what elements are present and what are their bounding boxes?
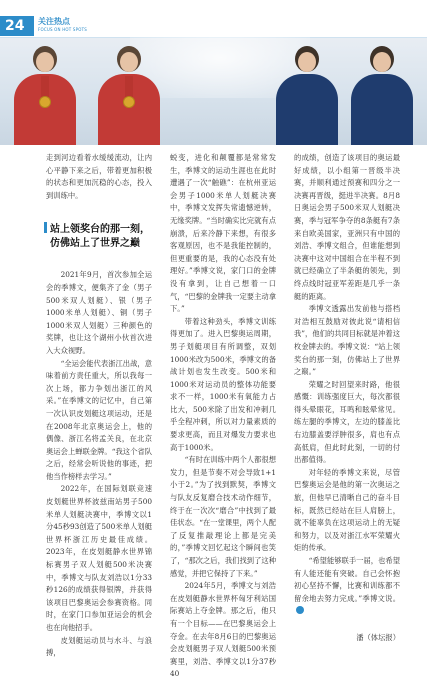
- paragraph: 对年轻的季博文来说，尽管巴黎奥运会是他的第一次奥运之旅，但他早已清晰自己的奋斗目标，既然已经站在巨人肩膀上，就不能辜负在这项运动上的无疑和努力，以及对浙江水军荣耀火炬的传承。: [294, 467, 400, 553]
- photo-athlete-figure: [270, 46, 344, 145]
- paragraph: 皮划艇运动员与水斗、与浪搏，: [46, 635, 152, 658]
- paragraph: 季博文透露出发前他与搭档对浩相互鼓励对彼此说“请相信我”，他们的共同目标就是冲着这枚金牌去的。季博文说：“站上领奖台的那一刻，仿佛站上了世界之巅。”: [294, 304, 400, 377]
- paragraph-final: “希望能够联手一届，也希望有人能还能有突破。自己会怀抱初心坚持不懈，比赛和训练都不留余地去努力完成。”季博文说。: [294, 555, 400, 618]
- paragraph: 荣耀之时回望来时路，他很感慨：训练强度巨大，每次都很得头晕眼花，耳鸣和眩晕常见。练左腿的季博文，左边的膝盖比右边膝盖要浮肿很多，肩也有点高低肩，但此时此刻，一切的付出都值得。: [294, 379, 400, 465]
- section-tag-cn: 关注热点: [38, 17, 70, 26]
- section-heading-line1: 站上领奖台的那一刻，: [50, 224, 150, 236]
- section-heading-line2: 仿佛站上了世界之巅: [50, 238, 140, 250]
- paragraph: 2024年5月，季博文与刘浩在皮划艇静水世界杯匈牙利站国际赛站上夺金牌。那之后，他只有一个目标——在巴黎奥运会上夺金。在去年8月6日的巴黎奥运会皮划艇男子双人划艇500米预赛里，刘浩、季博文以1分37秒40: [170, 581, 276, 679]
- paragraph: 的成绩，创造了该项目的奥运最好成绩，以小组第一晋级半决赛，并顺利通过预赛和四分之一决赛再晋级，挺进半决赛。8月8日奥运会男子500米双人划艇决赛，季与冠军争夺的8条艇有7条来自欧美国家，亚洲只有中国的刘浩、季博文组合，但谁能想到决赛中这对中国组合在半程不到就已经确立了半条艇的领先，到终点线时冠亚军差距是几乎一条艇的距离。: [294, 153, 400, 301]
- photo-athlete-figure: [92, 46, 166, 145]
- medal-icon: [123, 96, 135, 108]
- article-column-right: [294, 152, 400, 645]
- article-column-middle: [170, 152, 276, 681]
- hero-photo: [0, 38, 427, 145]
- medal-icon: [39, 96, 51, 108]
- paragraph: “全运会能代表浙江出战，意味着前方责任重大，所以我每一次上场，都力争划出浙江的风采。”在季博文的记忆中，自己第一次认识皮划艇这项运动，还是在2008年北京奥运会上，他的偶像、浙江名将孟关良，在北京奥运会上蝉联金牌。“我这个省队之后，经常会听说他的事迹，把他当作榜样去学习。”: [46, 358, 152, 481]
- paragraph: 走到河边看着水缓缓流动，让内心平静下来之后，带着更加积极的状态和更加沉稳的心态，投入到训练中。: [46, 153, 152, 200]
- section-heading: [44, 222, 152, 251]
- article-column-left: [46, 152, 152, 660]
- photo-athlete-figure: [345, 46, 419, 145]
- paragraph: “有时在训练中两个人都很想发力，但是节奏不对会导致1+1小于2。”为了找到默契，季博文与队友反复磨合技术动作细节，终于在一次次“磨合”中找到了最佳状态。“在一堂课里，两个人配了反复推敲理论上都是完美的，”季博文回忆起这个瞬间也笑了，“那次之后，我们找到了这种感觉，并把它保持了下来。”: [170, 455, 276, 578]
- paragraph: 蜕变，进化和颠覆都是常常发生，季博文的运动生涯也在此时遭遇了一次“触礁”：在杭州亚运会男子1000米单人划艇决赛中，季博文发挥失常遗憾逆转，无缘奖牌。“当时确实比完就有点崩溃，后来冷静下来想，有很多客观原因，也不是我能控制的，但更重要的是，我的心态没有处理好。”季博文说，家门口的金牌没有拿到，让自己想着一口气，“巴黎的金牌我一定要主动拿下。”: [170, 153, 276, 314]
- byline: 潘（体坛报）: [356, 632, 400, 642]
- paragraph: 2021年9月，首次参加全运会的季博文，便集齐了金（男子500米双人划艇）、银（男子1000米单人划艇）、铜（男子1000米双人划艇）三种颜色的奖牌，也让这个湖州小伙首次进入大众视野。: [46, 270, 152, 355]
- heading-bar-icon: [44, 222, 47, 233]
- paragraph: 2022年，在国际划联竞速皮划艇世界杯波兹南站男子500米单人划艇决赛中，季博文以1分45秒93创造了500米单人划艇世界杯浙江历史最佳成绩。2023年，在皮划艇静水世界锦标赛男子双人划艇500米决赛中，季博文与队友刘浩以1分33秒126的成绩获得银牌，并获得该项目巴黎奥运会参赛资格。同时，在家门口参加亚运会的机会也在向他招手。: [46, 484, 152, 632]
- section-tag-en: FOCUS ON HOT SPOTS: [38, 27, 87, 32]
- end-mark-icon: [296, 606, 304, 614]
- paragraph: 带着这种劲头，季博文训练得更加了。进入巴黎奥运周期，男子划艇项目有所调整，双划1000米改为500米，季博文的备战计划也发生改变。500米和1000米对运动员的整体功能要求不一样，1000米有氧能力占比大，500米除了出发和冲刺几乎全程冲刺，所以对力量素质的要求更高，而且对爆发力要求也高于1000米。: [170, 316, 276, 452]
- section-tag: [38, 17, 98, 33]
- page-number: 24: [0, 16, 34, 36]
- photo-athlete-figure: [8, 46, 82, 145]
